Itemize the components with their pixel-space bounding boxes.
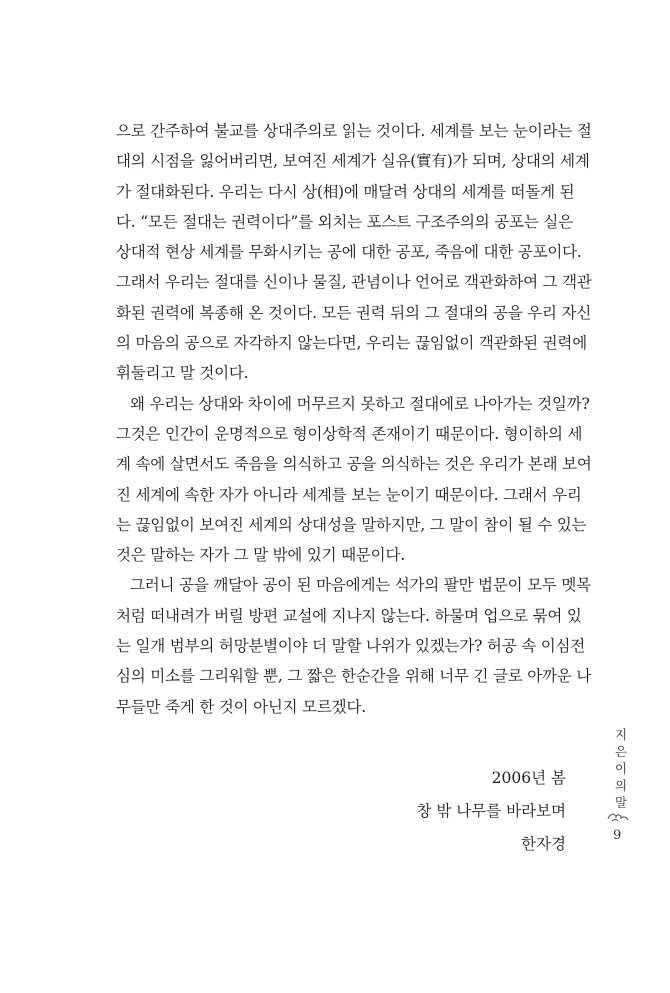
section-label-char: 이 [614,761,628,776]
text-line: 다. “모든 절대는 권력이다”를 외치는 포스트 구조주의의 공포는 실은 [116,212,573,231]
text-line: 휘둘리고 말 것이다. [116,364,249,383]
text-line: 대의 시점을 잃어버리면, 보여진 세계가 실유(實有)가 되며, 상대의 세계 [116,152,590,171]
section-label-char: 지 [614,727,628,742]
text-line: 의 마음의 공으로 자각하지 않는다면, 우리는 끊임없이 객관화된 권력에 [116,334,587,353]
text-line: 화된 권력에 복종해 온 것이다. 모든 권력 뒤의 그 절대의 공을 우리 자신 [116,303,592,322]
text-line: 무들만 죽게 한 것이 아닌지 모르겠다. [116,697,366,716]
section-label-char: 은 [614,744,628,759]
signoff-place: 창 밖 나무를 바라보며 [416,802,566,820]
text-line: 으로 간주하여 불교를 상대주의로 읽는 것이다. 세계를 보는 눈이라는 절 [116,122,592,140]
page-number: 9 [613,828,622,843]
text-line: 진 세계에 속한 자가 아니라 세계를 보는 눈이기 때문이다. 그래서 우리 [116,485,582,504]
section-label-char: 의 [614,778,628,793]
body-text [116,116,592,722]
text-line: 것은 말하는 자가 그 말 밖에 있기 때문이다. [116,546,405,565]
text-line: 는 끊임없이 보여진 세계의 상대성을 말하지만, 그 말이 참이 될 수 있는 [116,515,587,534]
text-line: 그래서 우리는 절대를 신이나 물질, 관념이나 언어로 객관화하여 그 객관 [116,273,592,292]
section-label-char: 말 [614,795,628,810]
section-label [614,726,628,811]
text-line: 그러니 공을 깨달아 공이 된 마음에게는 석가의 팔만 법문이 모두 멧목 [130,576,591,595]
text-line: 는 일개 범부의 허망분별이야 더 말할 나위가 있겠는가? 허공 속 이심전 [116,637,586,656]
text-line: 왜 우리는 상대와 차이에 머무르지 못하고 절대에로 나아가는 것일까? [130,394,590,413]
cloud-ornament-icon [606,811,630,823]
signoff [416,762,566,861]
signoff-date: 2006년 봄 [491,769,566,787]
text-line: 처럼 떠내려가 버릴 방편 교설에 지나지 않는다. 하물며 업으로 묶여 있 [116,606,582,625]
text-line: 그것은 인간이 운명적으로 형이상학적 존재이기 때문이다. 형이하의 세 [116,424,583,443]
text-line: 심의 미소를 그리워할 뿐, 그 짧은 한순간을 위해 너무 긴 글로 아까운 나 [116,667,592,686]
text-line: 상대적 현상 세계를 무화시키는 공에 대한 공포, 죽음에 대한 공포이다. [116,243,582,262]
signoff-author: 한자경 [521,835,566,853]
text-line: 계 속에 살면서도 죽음을 의식하고 공을 의식하는 것은 우리가 본래 보여 [116,455,592,474]
text-line: 가 절대화된다. 우리는 다시 상(相)에 매달려 상대의 세계를 떠돌게 된 [116,182,575,201]
